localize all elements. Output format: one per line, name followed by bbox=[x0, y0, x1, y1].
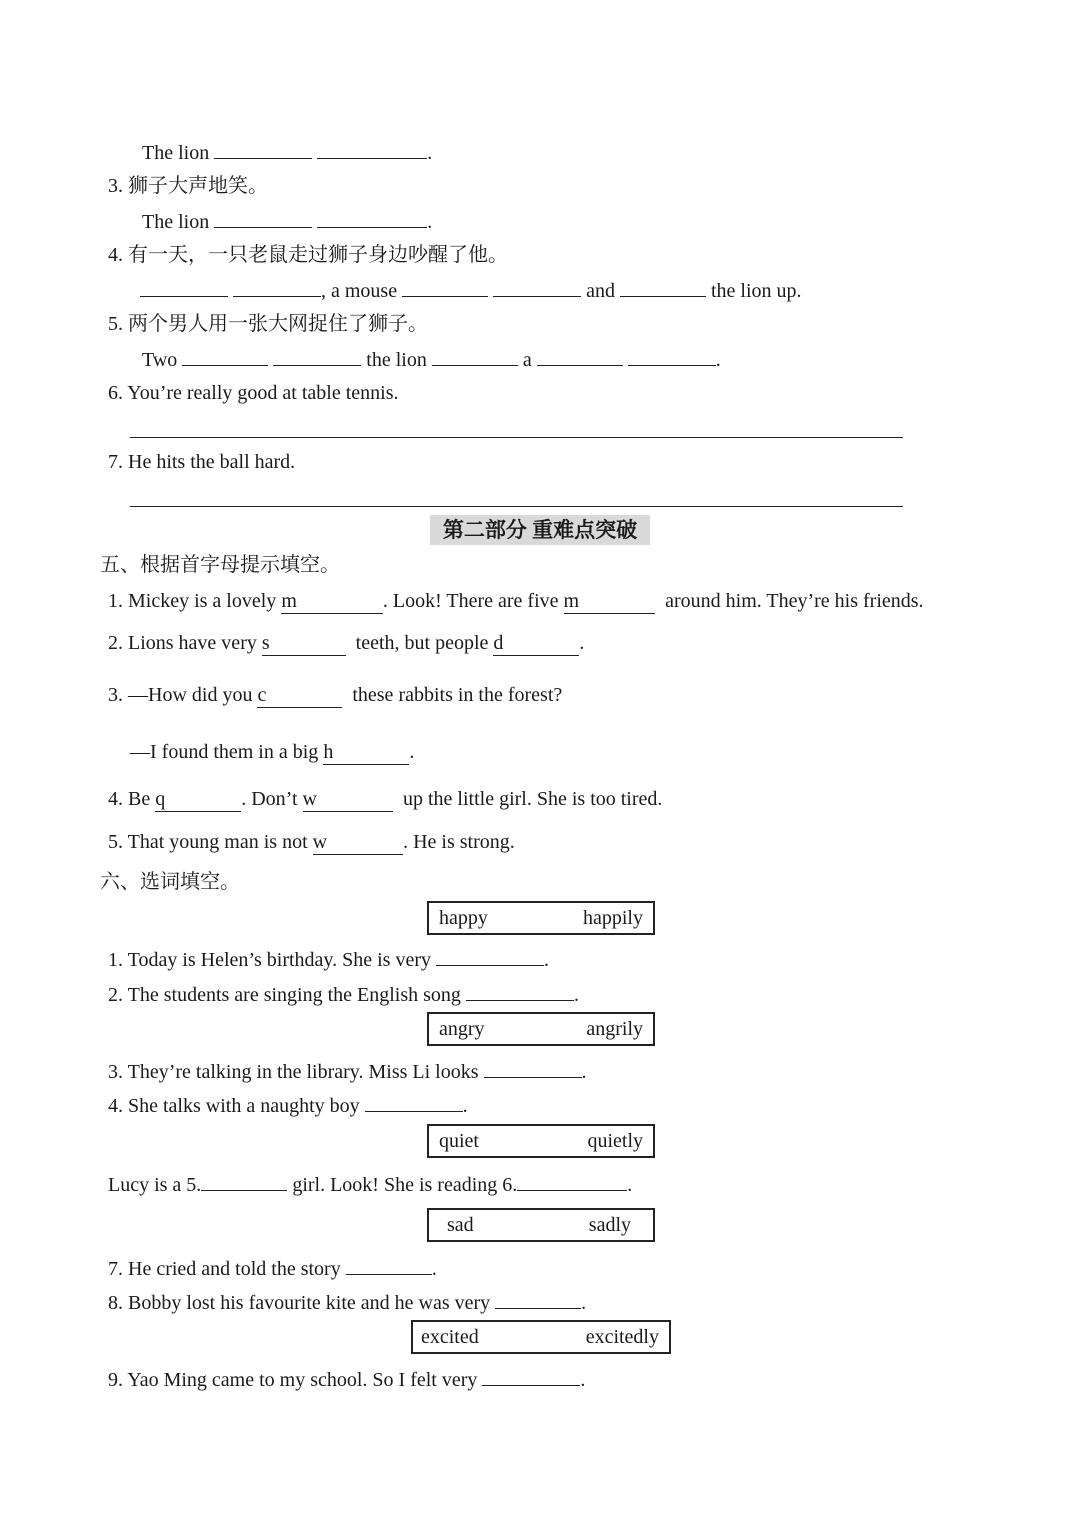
blank[interactable] bbox=[466, 982, 574, 1001]
word-box-2 bbox=[427, 1012, 655, 1046]
blank[interactable]: s bbox=[262, 631, 346, 656]
word-box-1 bbox=[427, 901, 655, 935]
word-option: angry bbox=[439, 1018, 485, 1040]
s5-q3-answer: —I found them in a big h . bbox=[130, 741, 415, 763]
word-option: sadly bbox=[588, 1214, 631, 1236]
s6-q2: 2. The students are singing the English song . bbox=[108, 984, 579, 1006]
blank[interactable] bbox=[517, 1172, 627, 1191]
s6-q4: 4. She talks with a naughty boy . bbox=[108, 1095, 468, 1117]
q7-answer-line[interactable] bbox=[130, 506, 903, 507]
blank[interactable] bbox=[233, 278, 321, 297]
q7-prompt: 7. He hits the ball hard. bbox=[108, 451, 296, 473]
blank[interactable] bbox=[628, 347, 716, 366]
blank[interactable] bbox=[493, 278, 581, 297]
blank[interactable] bbox=[620, 278, 706, 297]
part2-heading: 第二部分 重难点突破 bbox=[430, 515, 650, 545]
s6-q1: 1. Today is Helen’s birthday. She is very . bbox=[108, 949, 549, 971]
blank[interactable] bbox=[140, 278, 228, 297]
q5-prompt: 5. 两个男人用一张大网捉住了狮子。 bbox=[108, 313, 428, 335]
blank[interactable]: w bbox=[313, 830, 403, 855]
s5-q2: 2. Lions have very s teeth, but people d . bbox=[108, 632, 585, 654]
s6-q8: 8. Bobby lost his favourite kite and he was very . bbox=[108, 1292, 587, 1314]
blank[interactable]: m bbox=[564, 589, 656, 614]
blank[interactable] bbox=[484, 1059, 582, 1078]
word-option: happily bbox=[583, 907, 643, 929]
q2-answer-line: The lion . bbox=[142, 142, 433, 164]
blank[interactable] bbox=[346, 1256, 432, 1275]
q5-answer-line: Two the lion a . bbox=[142, 349, 721, 371]
blank[interactable] bbox=[436, 947, 544, 966]
blank[interactable] bbox=[537, 347, 623, 366]
s5-q3: 3. —How did you c these rabbits in the forest? bbox=[108, 684, 563, 706]
word-option: excitedly bbox=[585, 1326, 659, 1348]
s5-q4: 4. Be q . Don’t w up the little girl. She is too tired. bbox=[108, 788, 663, 810]
q6-prompt: 6. You’re really good at table tennis. bbox=[108, 382, 399, 404]
s6-q7: 7. He cried and told the story . bbox=[108, 1258, 437, 1280]
s6-q3: 3. They’re talking in the library. Miss Li looks . bbox=[108, 1061, 587, 1083]
word-option: angrily bbox=[586, 1018, 643, 1040]
blank[interactable] bbox=[214, 140, 312, 159]
s5-q1: 1. Mickey is a lovely m . Look! There are five m around him. They’re his friends. bbox=[108, 590, 924, 612]
section6-title: 六、选词填空。 bbox=[100, 871, 240, 893]
word-box-4 bbox=[427, 1208, 655, 1242]
blank[interactable] bbox=[273, 347, 361, 366]
blank[interactable] bbox=[214, 209, 312, 228]
blank[interactable]: d bbox=[493, 631, 579, 656]
section5-title: 五、根据首字母提示填空。 bbox=[100, 554, 340, 576]
word-option: excited bbox=[421, 1326, 479, 1348]
word-box-5 bbox=[411, 1320, 671, 1354]
blank[interactable] bbox=[317, 140, 427, 159]
blank[interactable]: w bbox=[303, 787, 393, 812]
blank[interactable] bbox=[182, 347, 268, 366]
blank[interactable] bbox=[317, 209, 427, 228]
blank[interactable]: q bbox=[155, 787, 241, 812]
word-option: happy bbox=[439, 907, 488, 929]
word-option: sad bbox=[447, 1214, 474, 1236]
q3-prompt: 3. 狮子大声地笑。 bbox=[108, 175, 268, 197]
q4-answer-line: , a mouse and the lion up. bbox=[140, 278, 802, 303]
q4-prompt: 4. 有一天，一只老鼠走过狮子身边吵醒了他。 bbox=[108, 244, 508, 266]
blank[interactable] bbox=[482, 1367, 580, 1386]
blank[interactable] bbox=[432, 347, 518, 366]
s5-q5: 5. That young man is not w . He is strong. bbox=[108, 831, 515, 853]
blank[interactable]: m bbox=[281, 589, 383, 614]
word-option: quiet bbox=[439, 1130, 479, 1152]
blank[interactable] bbox=[201, 1172, 287, 1191]
blank[interactable]: c bbox=[257, 683, 342, 708]
blank[interactable] bbox=[402, 278, 488, 297]
word-box-3 bbox=[427, 1124, 655, 1158]
blank[interactable]: h bbox=[323, 740, 409, 765]
word-option: quietly bbox=[587, 1130, 643, 1152]
s6-q5-q6: Lucy is a 5. girl. Look! She is reading 6. . bbox=[108, 1174, 633, 1196]
q6-answer-line[interactable] bbox=[130, 437, 903, 438]
s6-q9: 9. Yao Ming came to my school. So I felt very . bbox=[108, 1369, 586, 1391]
blank[interactable] bbox=[495, 1290, 581, 1309]
q3-answer-line: The lion . bbox=[142, 211, 433, 233]
blank[interactable] bbox=[365, 1093, 463, 1112]
